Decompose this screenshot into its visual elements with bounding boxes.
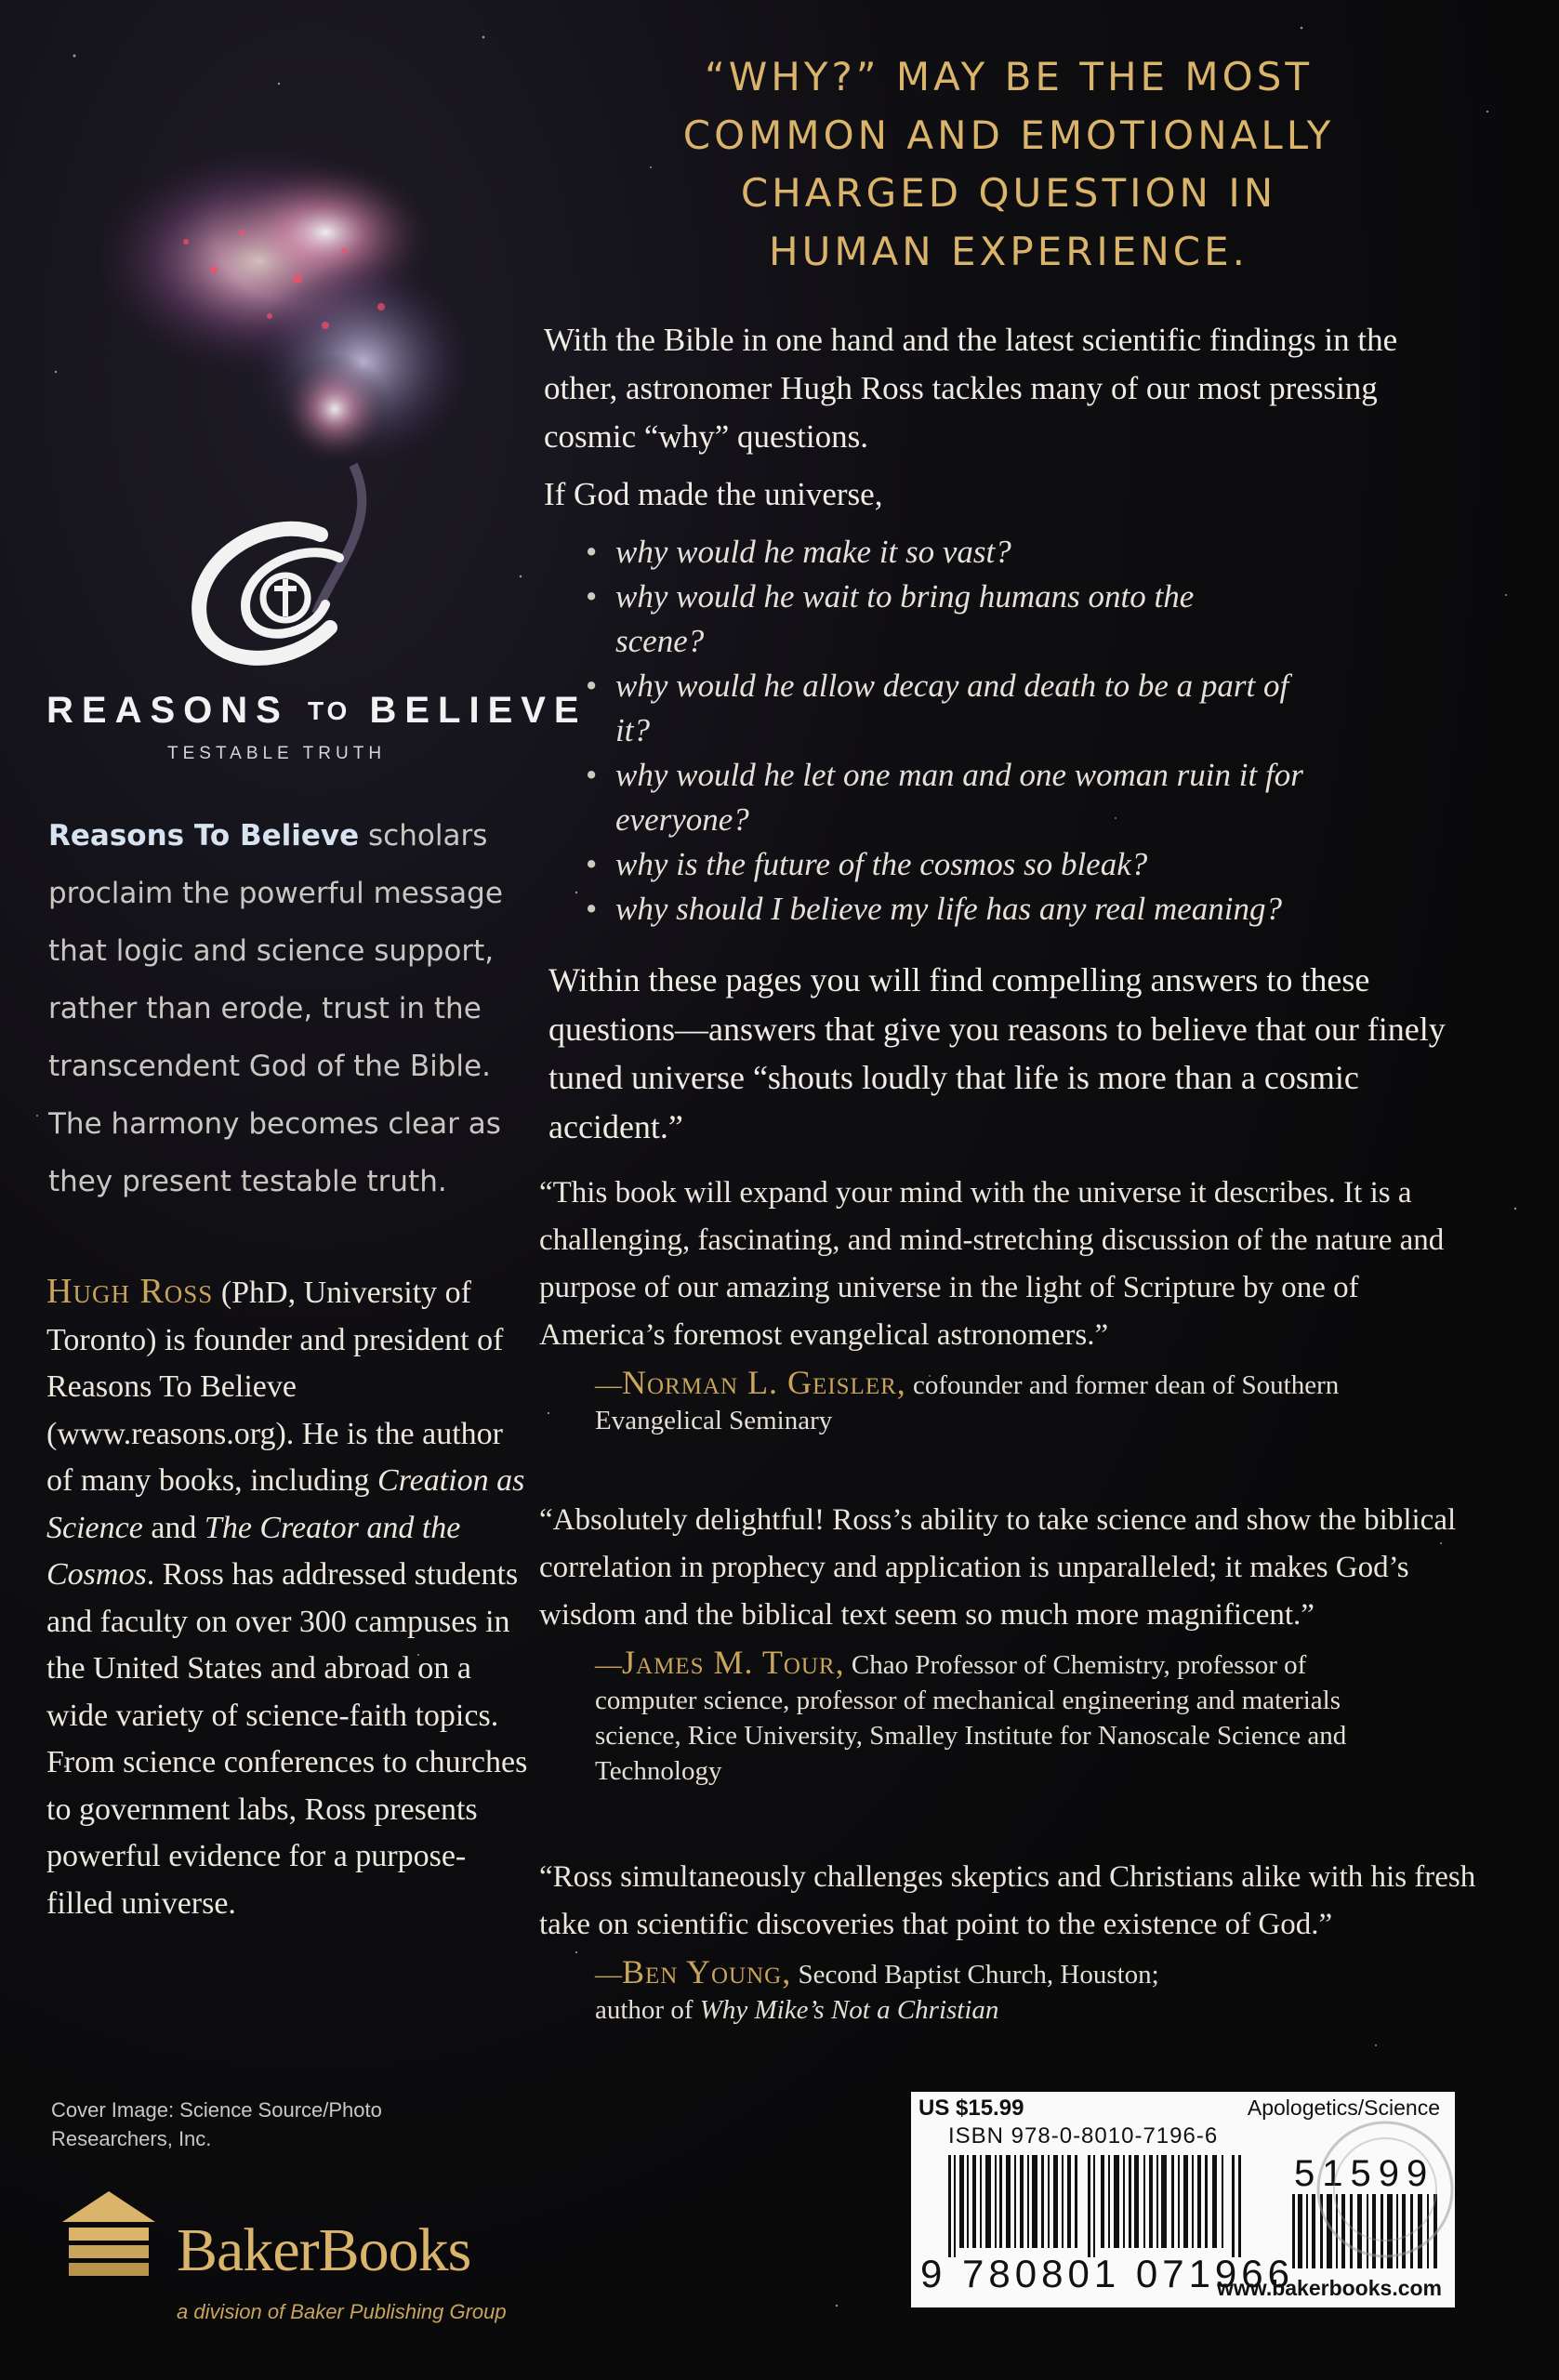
endorsement-attribution: —Norman L. Geisler, cofounder and former dean of Southern Evangelical Seminary bbox=[595, 1364, 1340, 1435]
if-god-line: If God made the universe, bbox=[544, 476, 883, 512]
list-item: • why would he let one man and one woman ruin it for everyone? bbox=[586, 753, 1433, 842]
question-list bbox=[586, 530, 1478, 932]
list-item: • why would he wait to bring humans onto the scene? bbox=[586, 575, 1266, 664]
list-item: • why would he allow decay and death to be a part of it? bbox=[586, 664, 1322, 753]
blurb-lead: Reasons To Believe bbox=[48, 819, 360, 853]
rtb-tagline: TESTABLE TRUTH bbox=[167, 744, 387, 763]
reasons-to-believe-logo-icon bbox=[181, 516, 367, 679]
list-item: • why is the future of the cosmos so bleak? bbox=[586, 842, 1478, 887]
endorsement-text: “Absolutely delightful! Ross’s ability to take science and show the biblical correlation in prophecy and application is unparalleled; it makes God’s wisdom and the biblical text seem so much more magnificent.” bbox=[539, 1503, 1457, 1632]
endorsement-attribution: —Ben Young, Second Baptist Church, Houston; author of Why Mike’s Not a Christian bbox=[595, 1953, 1159, 2025]
isbn: ISBN 978-0-8010-7196-6 bbox=[948, 2123, 1219, 2149]
endorsement-tour bbox=[539, 1497, 1478, 1789]
endorsement-text: “Ross simultaneously challenges skeptics and Christians alike with his fresh take on scientific discoveries that point to the existence of God.” bbox=[539, 1860, 1476, 1941]
category: Apologetics/Science bbox=[1247, 2096, 1440, 2120]
endorsement-attribution: —James M. Tour, Chao Professor of Chemistry, professor of computer science, professor of mechanical engineering and materials science, Rice University, Smalley Institute for Nanoscale Science and Technology bbox=[595, 1644, 1347, 1786]
author-name: Hugh Ross bbox=[46, 1272, 214, 1311]
rtb-wordmark: REASONS TO BELIEVE bbox=[46, 690, 588, 731]
cover-image-credit: Cover Image: Science Source/Photo Researchers, Inc. bbox=[51, 2098, 382, 2150]
rtb-blurb: Reasons To Believe scholars proclaim the powerful message that logic and science support, rather than erode, trust in the transcendent God of the Bible. The harmony becomes clear as they present testable truth. bbox=[48, 819, 503, 1198]
outro-paragraph: Within these pages you will find compelling answers to these questions—answers that give you reasons to believe that our finely tuned universe “shouts loudly that life is more than a cosmic accident.” bbox=[548, 961, 1446, 1145]
publisher-name: BakerBooks bbox=[177, 2216, 471, 2284]
price: US $15.99 bbox=[918, 2096, 1024, 2121]
bookstore-stamp-icon bbox=[1311, 2110, 1460, 2268]
intro-paragraph: With the Bible in one hand and the latest scientific findings in the other, astronomer Hugh Ross tackles many of our most pressing cosmic “why” questions. bbox=[544, 322, 1398, 455]
endorsement-young bbox=[539, 1854, 1478, 2028]
endorsement-text: “This book will expand your mind with the universe it describes. It is a challenging, fascinating, and mind-stretching discussion of the nature and purpose of our amazing universe in the light of Scripture by one of America’s foremost evangelical astronomers.” bbox=[539, 1176, 1445, 1352]
publisher-division: a division of Baker Publishing Group bbox=[177, 2300, 507, 2323]
list-item: • why would he make it so vast? bbox=[586, 530, 1478, 575]
author-bio: Hugh Ross (PhD, University of Toronto) is founder and president of Reasons To Believe (www.reasons.org). He is the author of many books, including Creation as Science and The Creator and the Cosmos. Ross has addressed students and faculty on over 300 campuses in the United States and abroad on a wide variety of science-faith topics. From science conferences to churches to government labs, Ross presents powerful evidence for a purpose-filled universe. bbox=[46, 1272, 528, 1921]
headline: “WHY?” MAY BE THE MOST COMMON AND EMOTIONALLY CHARGED QUESTION IN HUMAN EXPERIENCE. bbox=[682, 54, 1335, 274]
isbn-barcode bbox=[948, 2155, 1246, 2257]
endorsement-geisler bbox=[539, 1170, 1478, 1438]
barcode-digits: 9 780801 071966 bbox=[920, 2252, 1294, 2295]
publisher-url: www.bakerbooks.com bbox=[1217, 2276, 1442, 2300]
baker-books-house-icon bbox=[58, 2187, 160, 2280]
price-addon-digits: 51599 bbox=[1294, 2153, 1435, 2194]
list-item: • why should I believe my life has any real meaning? bbox=[586, 887, 1478, 932]
